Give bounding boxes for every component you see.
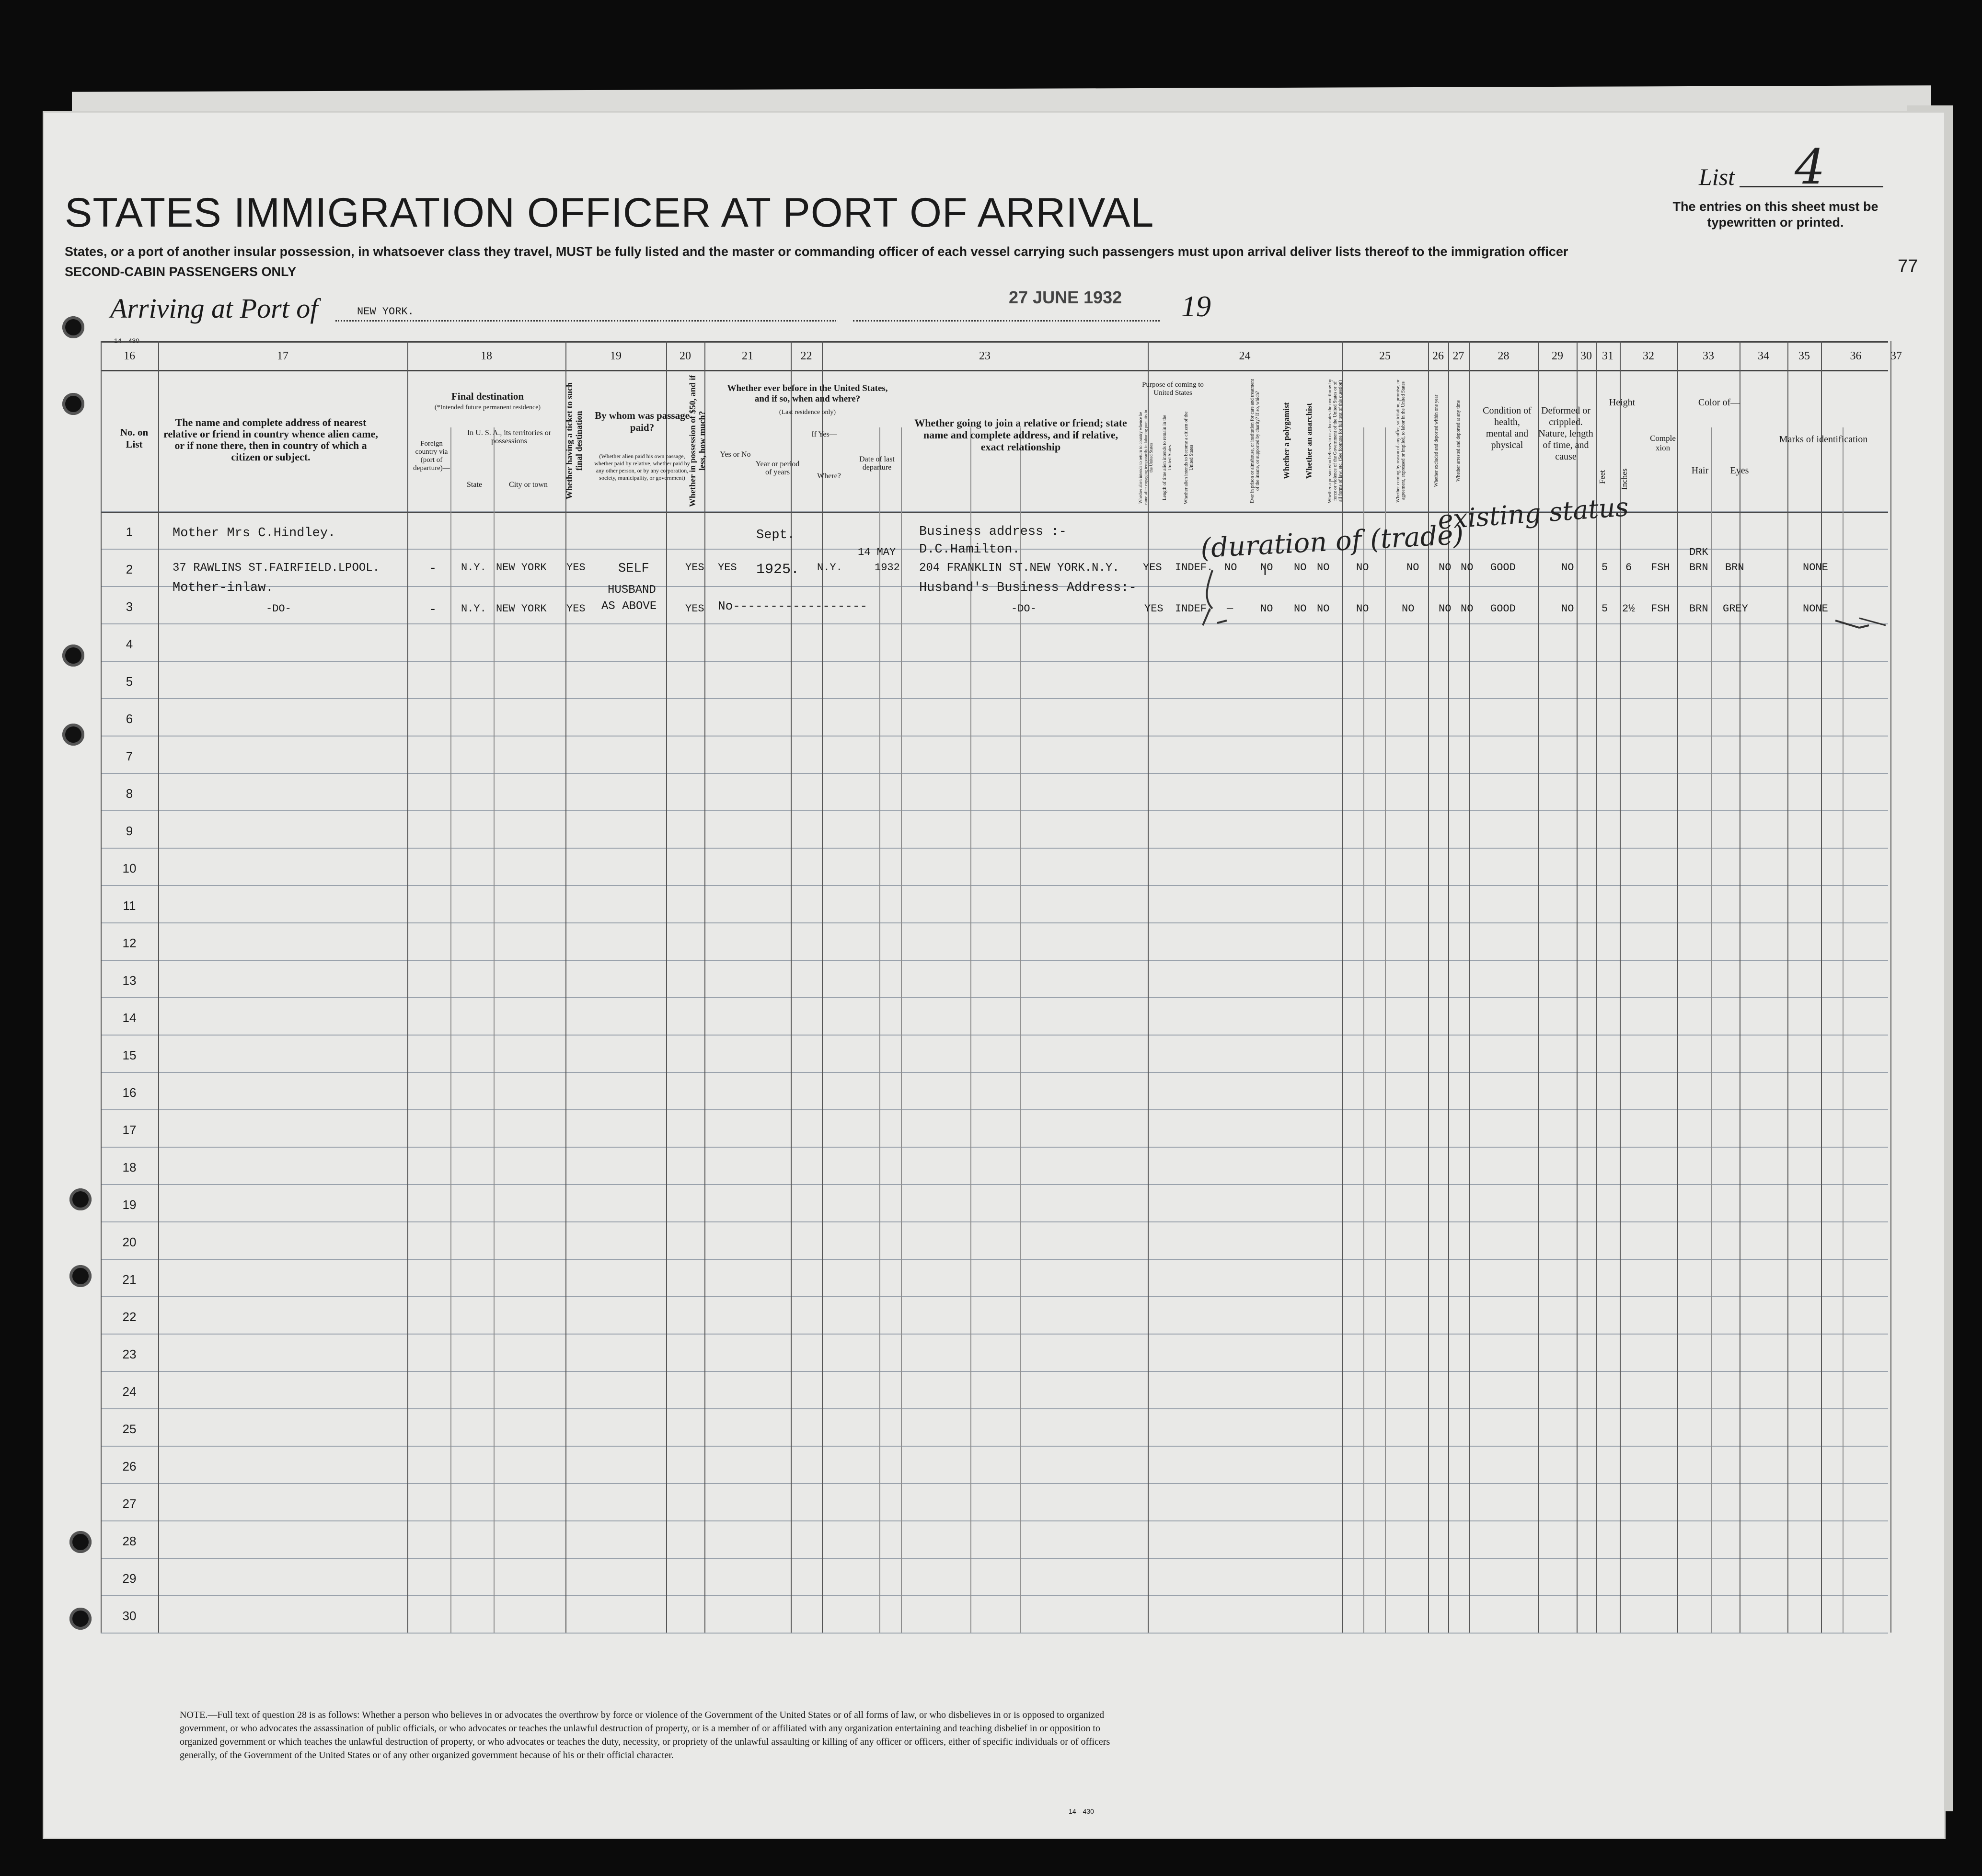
- row-number: 21: [122, 1272, 137, 1287]
- header-col-36: Color of—: [1698, 397, 1740, 408]
- header-col-16: No. on List: [120, 426, 149, 450]
- row-number: 23: [122, 1347, 137, 1361]
- subcolumn-rule: [450, 427, 451, 1633]
- row-number: 29: [122, 1571, 137, 1586]
- row1-prison: NO: [1260, 562, 1273, 574]
- row1-relative-name: Mother Mrs C.Hindley.: [173, 526, 336, 541]
- header-usa: In U. S. A., its territories or possessions: [467, 429, 552, 445]
- header-col-18-sub: (*Intended future permanent residence): [434, 404, 541, 411]
- header-col-24-a: Whether alien intends to return to country whence he came after engaging temporarily in laboring pursuits in the United States: [1138, 410, 1153, 506]
- column-number: 36: [1850, 350, 1862, 362]
- header-col-25: Ever in prison or almshouse, or institution for care and treatment of the insane, or supported by charity? If so, which?: [1250, 379, 1260, 503]
- row1-arrested: NO: [1461, 562, 1474, 574]
- row-number: 24: [122, 1384, 137, 1399]
- column-rule: [1821, 341, 1822, 1633]
- row1-money: YES: [685, 562, 704, 574]
- row1-join-3: 204 FRANKLIN ST.NEW YORK.N.Y.: [919, 562, 1119, 575]
- row1-polygamist: NO: [1294, 562, 1307, 574]
- row2-anarchist: NO: [1317, 603, 1330, 615]
- header-col-24-c: Whether alien intends to become a citizen of the United States: [1184, 411, 1194, 504]
- column-rule: [822, 341, 823, 1633]
- column-number: 28: [1498, 350, 1510, 362]
- row1-overthrow: NO: [1356, 562, 1369, 574]
- row2-money: YES: [685, 603, 704, 615]
- row-number: 9: [126, 824, 133, 838]
- row1-deformed: NO: [1561, 562, 1574, 574]
- row-number: 26: [122, 1459, 137, 1473]
- subcolumn-rule: [879, 427, 880, 1633]
- header-col-22-sub: (Last residence only): [779, 409, 836, 416]
- header-col-32: Condition of health, mental and physical: [1483, 405, 1532, 450]
- row1-length: INDEF.: [1175, 562, 1213, 574]
- row1-ticket: YES: [566, 562, 586, 574]
- column-number: 31: [1602, 350, 1613, 362]
- binder-hole: [62, 316, 84, 338]
- column-number: 37: [1890, 350, 1902, 362]
- list-label: List: [1699, 163, 1735, 190]
- column-number: 23: [979, 350, 991, 362]
- handwritten-annotation-duration: (duration of (trade): [1199, 519, 1464, 564]
- row1-where: N.Y.: [817, 562, 842, 574]
- row-number: 7: [126, 749, 133, 763]
- row2-eyes: GREY: [1723, 603, 1748, 615]
- row2-join-2: -DO-: [1011, 603, 1037, 615]
- column-rule: [1148, 341, 1149, 1633]
- row1-paid-by: SELF: [618, 562, 649, 576]
- column-number: 17: [277, 350, 288, 362]
- row2-relative-name: Mother-inlaw.: [173, 581, 274, 595]
- column-rule: [704, 341, 705, 1633]
- header-col-28: Whether a person who believes in or advocates the overthrow by force or violence of the Government of the United States or of all forms of law, etc. (See footnote for full text of this question): [1327, 379, 1343, 503]
- header-col-30: Whether excluded and deported within one year: [1434, 394, 1439, 487]
- row-number: 20: [122, 1235, 137, 1249]
- intro-text: States, or a port of another insular possession, in whatsoever class they travel, MUST be fully listed and the master or commanding officer of each vessel carrying such passengers must upon arrival deliver lists thereof to the immigration officer: [65, 244, 1568, 259]
- row1-foreign: -: [429, 562, 437, 576]
- binder-hole: [62, 724, 84, 746]
- row2-ticket: YES: [566, 603, 586, 615]
- row1-complexion: FSH: [1651, 562, 1670, 574]
- column-number: 33: [1703, 350, 1714, 362]
- row2-overthrow: NO: [1356, 603, 1369, 615]
- manifest-table: [101, 341, 1888, 1678]
- subcolumn-rule: [970, 427, 971, 1633]
- row1-hair-2: BRN: [1689, 562, 1708, 574]
- port-line: [335, 320, 836, 322]
- binder-hole: [62, 393, 84, 415]
- header-col-31: Whether arrested and deported at any time: [1456, 400, 1461, 482]
- row2-feet: 5: [1602, 603, 1608, 615]
- row1-marks: NONE: [1803, 562, 1828, 574]
- header-col-20-sub: (Whether alien paid his own passage, whether paid by relative, whether paid by any other person, or by any corporation, society, municipality, or government): [594, 453, 690, 481]
- column-number: 22: [800, 350, 812, 362]
- column-rule: [1620, 341, 1621, 1633]
- date-stamp: 27 JUNE 1932: [1009, 288, 1122, 307]
- subcolumn-rule: [494, 427, 495, 1633]
- column-number: 30: [1580, 350, 1592, 362]
- row1-hair-1: DRK: [1689, 546, 1708, 558]
- column-rule: [101, 341, 102, 1633]
- row2-foreign: -: [429, 603, 437, 617]
- row1-labor: NO: [1406, 562, 1419, 574]
- column-rule: [1890, 341, 1891, 1633]
- page-number: 77: [1898, 256, 1918, 276]
- column-number: 29: [1552, 350, 1563, 362]
- header-col-22-yesno: Yes or No: [720, 450, 751, 459]
- date-line: [853, 320, 1160, 322]
- header-col-20: By whom was passage paid?: [595, 410, 690, 433]
- row2-complexion: FSH: [1651, 603, 1670, 615]
- row1-relative-address: 37 RAWLINS ST.FAIRFIELD.LPOOL.: [173, 562, 380, 575]
- row1-eyes: BRN: [1725, 562, 1744, 574]
- header-col-17: The name and complete address of nearest relative or friend in country whence alien came, or if none there, then in country of which a citizen or subject.: [163, 416, 378, 463]
- column-number: 16: [124, 350, 135, 362]
- column-number: 25: [1379, 350, 1391, 362]
- row-number: 28: [122, 1534, 137, 1548]
- row2-health: GOOD: [1490, 603, 1516, 615]
- row1-year-2: 1925.: [756, 562, 800, 578]
- row-number: 2: [126, 562, 133, 576]
- column-number: 19: [610, 350, 622, 362]
- row1-anarchist: NO: [1317, 562, 1330, 574]
- row-number: 25: [122, 1422, 137, 1436]
- row-number: 14: [122, 1011, 137, 1025]
- row1-join-1: Business address :-: [919, 525, 1067, 539]
- binder-hole: [62, 645, 84, 667]
- row-number: 15: [122, 1048, 137, 1062]
- row-number: 3: [126, 599, 133, 614]
- subcolumn-rule: [901, 427, 902, 1633]
- header-col-34-feet: Feet: [1598, 470, 1607, 484]
- header-col-21: Whether in possession of $50, and if less, how much?: [688, 375, 707, 507]
- row2-paid-by-1: HUSBAND: [608, 584, 656, 597]
- row1-join-2: D.C.Hamilton.: [919, 542, 1020, 557]
- row-number: 18: [122, 1160, 137, 1174]
- row1-excluded: NO: [1439, 562, 1452, 574]
- header-col-23: Whether going to join a relative or friend; state name and complete address, and if relative, exact relationship: [914, 417, 1127, 453]
- header-col-26: Whether a polygamist: [1282, 402, 1291, 480]
- row-number: 12: [122, 936, 137, 950]
- column-number: 21: [742, 350, 753, 362]
- column-number: 24: [1239, 350, 1251, 362]
- row-number: 30: [122, 1609, 137, 1623]
- row2-citizen: —: [1227, 603, 1233, 615]
- row-number: 22: [122, 1310, 137, 1324]
- row1-citizen: NO: [1224, 562, 1237, 574]
- row1-departure-1: 14 MAY: [858, 546, 896, 558]
- binder-hole: [69, 1188, 92, 1210]
- row1-return: YES: [1143, 562, 1162, 574]
- header-col-22: Whether ever before in the United States, and if so, when and where?: [727, 383, 888, 404]
- column-rule: [407, 341, 408, 1633]
- row2-paid-by-2: AS ABOVE: [601, 600, 657, 613]
- column-number: 32: [1643, 350, 1654, 362]
- column-number: 35: [1798, 350, 1810, 362]
- column-number: 27: [1452, 350, 1464, 362]
- row2-length: INDEF.: [1175, 603, 1213, 615]
- row2-hair: BRN: [1689, 603, 1708, 615]
- binder-hole: [69, 1265, 92, 1287]
- row-number: 1: [126, 525, 133, 539]
- row2-city: NEW YORK: [496, 603, 547, 615]
- row-number: 11: [123, 898, 136, 913]
- header-col-24-b: Length of time alien intends to remain in the United States: [1162, 414, 1173, 501]
- row-number: 19: [122, 1197, 137, 1212]
- row1-departure-2: 1932: [875, 562, 900, 574]
- header-col-33: Deformed or crippled. Nature, length of time, and cause: [1538, 405, 1593, 462]
- column-number: 26: [1432, 350, 1444, 362]
- row1-city: NEW YORK: [496, 562, 547, 574]
- header-col-36-eyes: Eyes: [1730, 465, 1749, 476]
- row2-arrested: NO: [1461, 603, 1474, 615]
- binder-hole: [69, 1531, 92, 1553]
- column-number: 20: [680, 350, 691, 362]
- row2-before: No------------------: [718, 599, 868, 613]
- row-number: 13: [122, 973, 137, 988]
- header-col-36-hair: Hair: [1691, 465, 1709, 476]
- row2-join-1: Husband's Business Address:-: [919, 581, 1137, 595]
- header-col-22-date: Date of last departure: [859, 455, 895, 472]
- header-col-22-year: Year or period of years: [755, 460, 800, 476]
- column-rule: [1469, 341, 1470, 1633]
- row-number: 8: [126, 786, 133, 801]
- port-name: NEW YORK.: [357, 306, 414, 318]
- handwritten-annotation-status: existing status: [1437, 492, 1630, 535]
- header-col-29: Whether coming by reason of any offer, solicitation, promise, or agreement, expressed or implied, to labor in the United States: [1395, 379, 1406, 503]
- column-rule: [1677, 341, 1678, 1633]
- header-col-22-where: Where?: [817, 472, 841, 480]
- column-rule: [666, 341, 667, 1633]
- column-rule: [1787, 341, 1788, 1633]
- column-number: 18: [481, 350, 492, 362]
- header-col-27: Whether an anarchist: [1304, 403, 1314, 479]
- header-col-24: Purpose of coming to United States: [1142, 381, 1204, 397]
- binder-hole: [69, 1608, 92, 1630]
- header-col-18: Final destination: [451, 391, 524, 402]
- header-state: State: [467, 481, 482, 489]
- row1-state: N.Y.: [461, 562, 486, 574]
- column-rule: [158, 341, 159, 1633]
- handwritten-marks: [1198, 565, 1907, 642]
- row-rule: [101, 1633, 1888, 1634]
- column-rule: [1596, 341, 1597, 1633]
- year-label: 19: [1181, 290, 1211, 323]
- row-number: 4: [126, 637, 133, 651]
- column-rule: [565, 341, 566, 1633]
- row2-return: YES: [1144, 603, 1164, 615]
- row-number: 10: [122, 861, 137, 875]
- row-number: 5: [126, 674, 133, 689]
- header-col-37: Marks of identification: [1779, 434, 1868, 445]
- row1-year-1: Sept.: [756, 528, 795, 542]
- row2-state: N.Y.: [461, 603, 486, 615]
- header-foreign-country: Foreign country via (port of departure)—: [413, 440, 450, 472]
- row-number: 6: [126, 712, 133, 726]
- row-number: 27: [122, 1496, 137, 1511]
- row2-excluded: NO: [1439, 603, 1452, 615]
- entries-note: The entries on this sheet must be typewritten or printed.: [1672, 199, 1878, 230]
- column-rule: [1538, 341, 1539, 1633]
- row-number: 16: [122, 1085, 137, 1100]
- row2-prison: NO: [1260, 603, 1273, 615]
- arriving-label: Arriving at Port of: [110, 293, 318, 324]
- row2-marks: NONE: [1803, 603, 1828, 615]
- row1-feet: 5: [1602, 562, 1608, 574]
- row2-inches: 2½: [1622, 603, 1635, 615]
- row2-relative-address: -DO-: [266, 603, 291, 615]
- header-col-19: Whether having a ticket to such final destination: [565, 382, 584, 500]
- row2-deformed: NO: [1561, 603, 1574, 615]
- column-number: 34: [1758, 350, 1769, 362]
- footnote-form-code: 14—430: [1069, 1807, 1094, 1815]
- header-city: City or town: [509, 481, 548, 489]
- row1-before: YES: [718, 562, 737, 574]
- header-col-34: Height: [1609, 397, 1636, 408]
- row1-health: GOOD: [1490, 562, 1516, 574]
- page-title: STATES IMMIGRATION OFFICER AT PORT OF ARRIVAL: [65, 190, 1154, 236]
- header-col-34-inches: Inches: [1620, 468, 1629, 490]
- row-number: 17: [122, 1123, 137, 1137]
- column-rule: [1577, 341, 1578, 1633]
- form-code: 14—430: [114, 337, 139, 345]
- passenger-class-note: SECOND-CABIN PASSENGERS ONLY: [65, 265, 297, 279]
- row2-polygamist: NO: [1294, 603, 1307, 615]
- header-col-35: Complexion: [1650, 434, 1676, 452]
- row2-labor: NO: [1402, 603, 1415, 615]
- list-number: 4: [1795, 139, 1825, 195]
- row1-inches: 6: [1625, 562, 1632, 574]
- header-col-22-ifyes: If Yes—: [811, 430, 837, 438]
- footnote: NOTE.—Full text of question 28 is as follows: Whether a person who believes in or advocates the overthrow by force or violence of the Government of the United States or of all forms of law, or who disbelieves in or is opposed to organized government, or who advocates the assassination of public officials, or who advocates or teaches the unlawful destruction of property, or is a member of or affiliated with any organization entertaining and teaching disbelief in or opposition to organized government or which teaches the unlawful destruction of property, or who advocates or teaches the duty, necessity, or propriety of the unlawful assaulting or killing of any officer or officers, either of specific individuals or of officers generally, of the Government of the United States or of any other organized government because of his or their official character.: [180, 1710, 1110, 1761]
